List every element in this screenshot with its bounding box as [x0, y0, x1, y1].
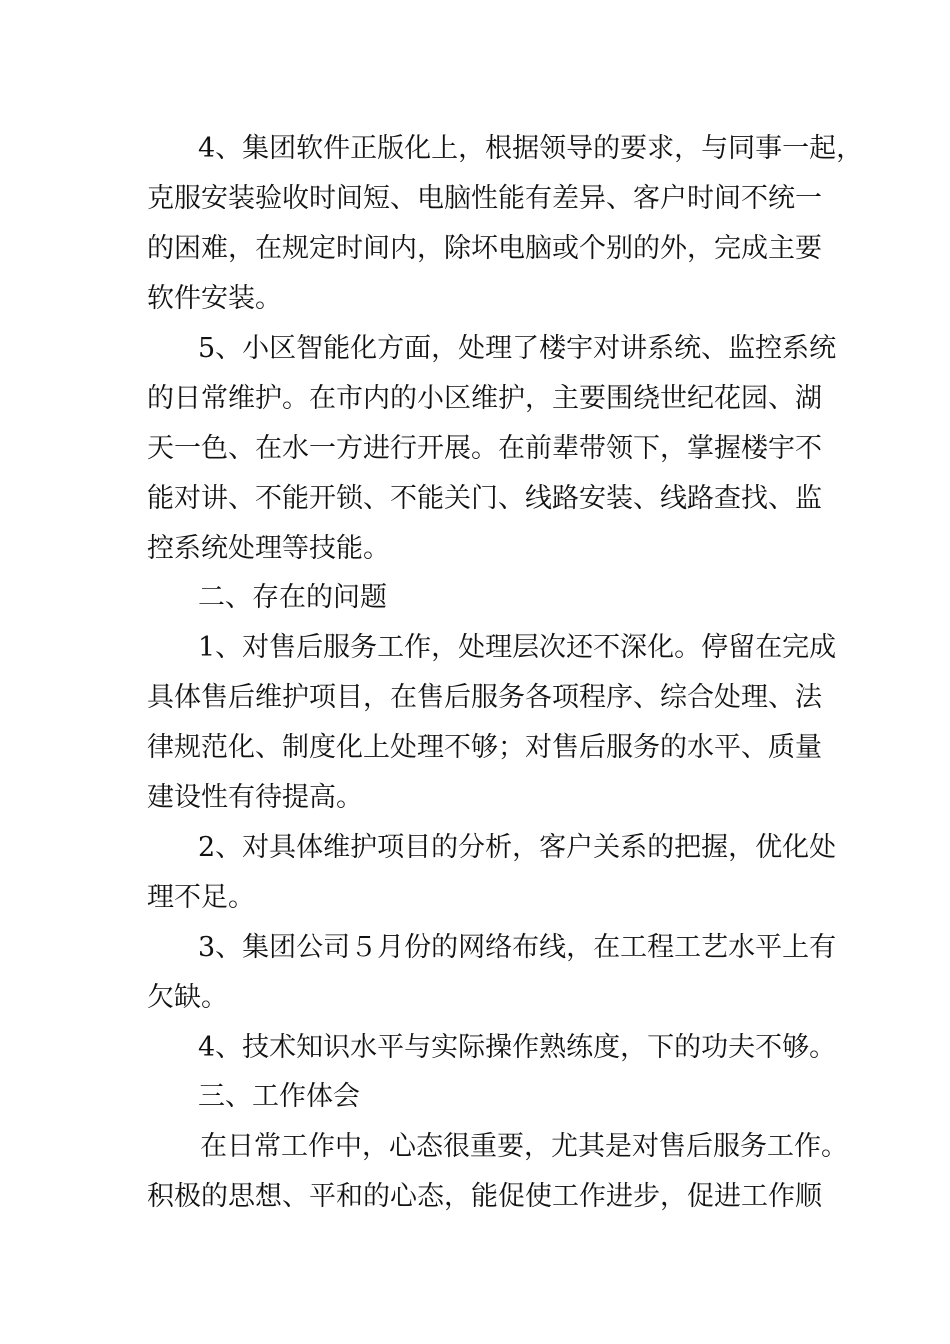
text-line: 律规范化、制度化上处理不够；对售后服务的水平、质量 — [147, 732, 822, 763]
text-line: 4、集团软件正版化上，根据领导的要求，与同事一起， — [198, 133, 864, 164]
text-line: 在日常工作中，心态很重要，尤其是对售后服务工作。 — [200, 1131, 848, 1162]
text-line: 4、技术知识水平与实际操作熟练度，下的功夫不够。 — [198, 1032, 837, 1063]
text-line: 具体售后维护项目，在售后服务各项程序、综合处理、法 — [147, 682, 822, 713]
text-line: 克服安装验收时间短、电脑性能有差异、客户时间不统一 — [147, 183, 822, 214]
text-line: 2、对具体维护项目的分析，客户关系的把握，优化处 — [198, 832, 837, 863]
section-heading: 三、工作体会 — [198, 1081, 360, 1112]
text-line: 积极的思想、平和的心态，能促使工作进步，促进工作顺 — [147, 1181, 822, 1212]
text-line: 理不足。 — [147, 882, 255, 913]
text-line: 能对讲、不能开锁、不能关门、线路安装、线路查找、监 — [147, 483, 822, 514]
text-line: 建设性有待提高。 — [147, 782, 363, 813]
text-line: 天一色、在水一方进行开展。在前辈带领下，掌握楼宇不 — [147, 433, 822, 464]
text-line: 的困难，在规定时间内，除坏电脑或个别的外，完成主要 — [147, 233, 822, 264]
text-line: 3、集团公司５月份的网络布线，在工程工艺水平上有 — [198, 932, 837, 963]
text-line: 5、小区智能化方面，处理了楼宇对讲系统、监控系统 — [198, 333, 837, 364]
text-line: 欠缺。 — [147, 982, 228, 1013]
text-line: 1、对售后服务工作，处理层次还不深化。停留在完成 — [198, 632, 837, 663]
text-line: 控系统处理等技能。 — [147, 533, 390, 564]
text-line: 软件安装。 — [147, 283, 282, 314]
text-line: 的日常维护。在市内的小区维护，主要围绕世纪花园、湖 — [147, 383, 822, 414]
section-heading: 二、存在的问题 — [198, 582, 387, 613]
